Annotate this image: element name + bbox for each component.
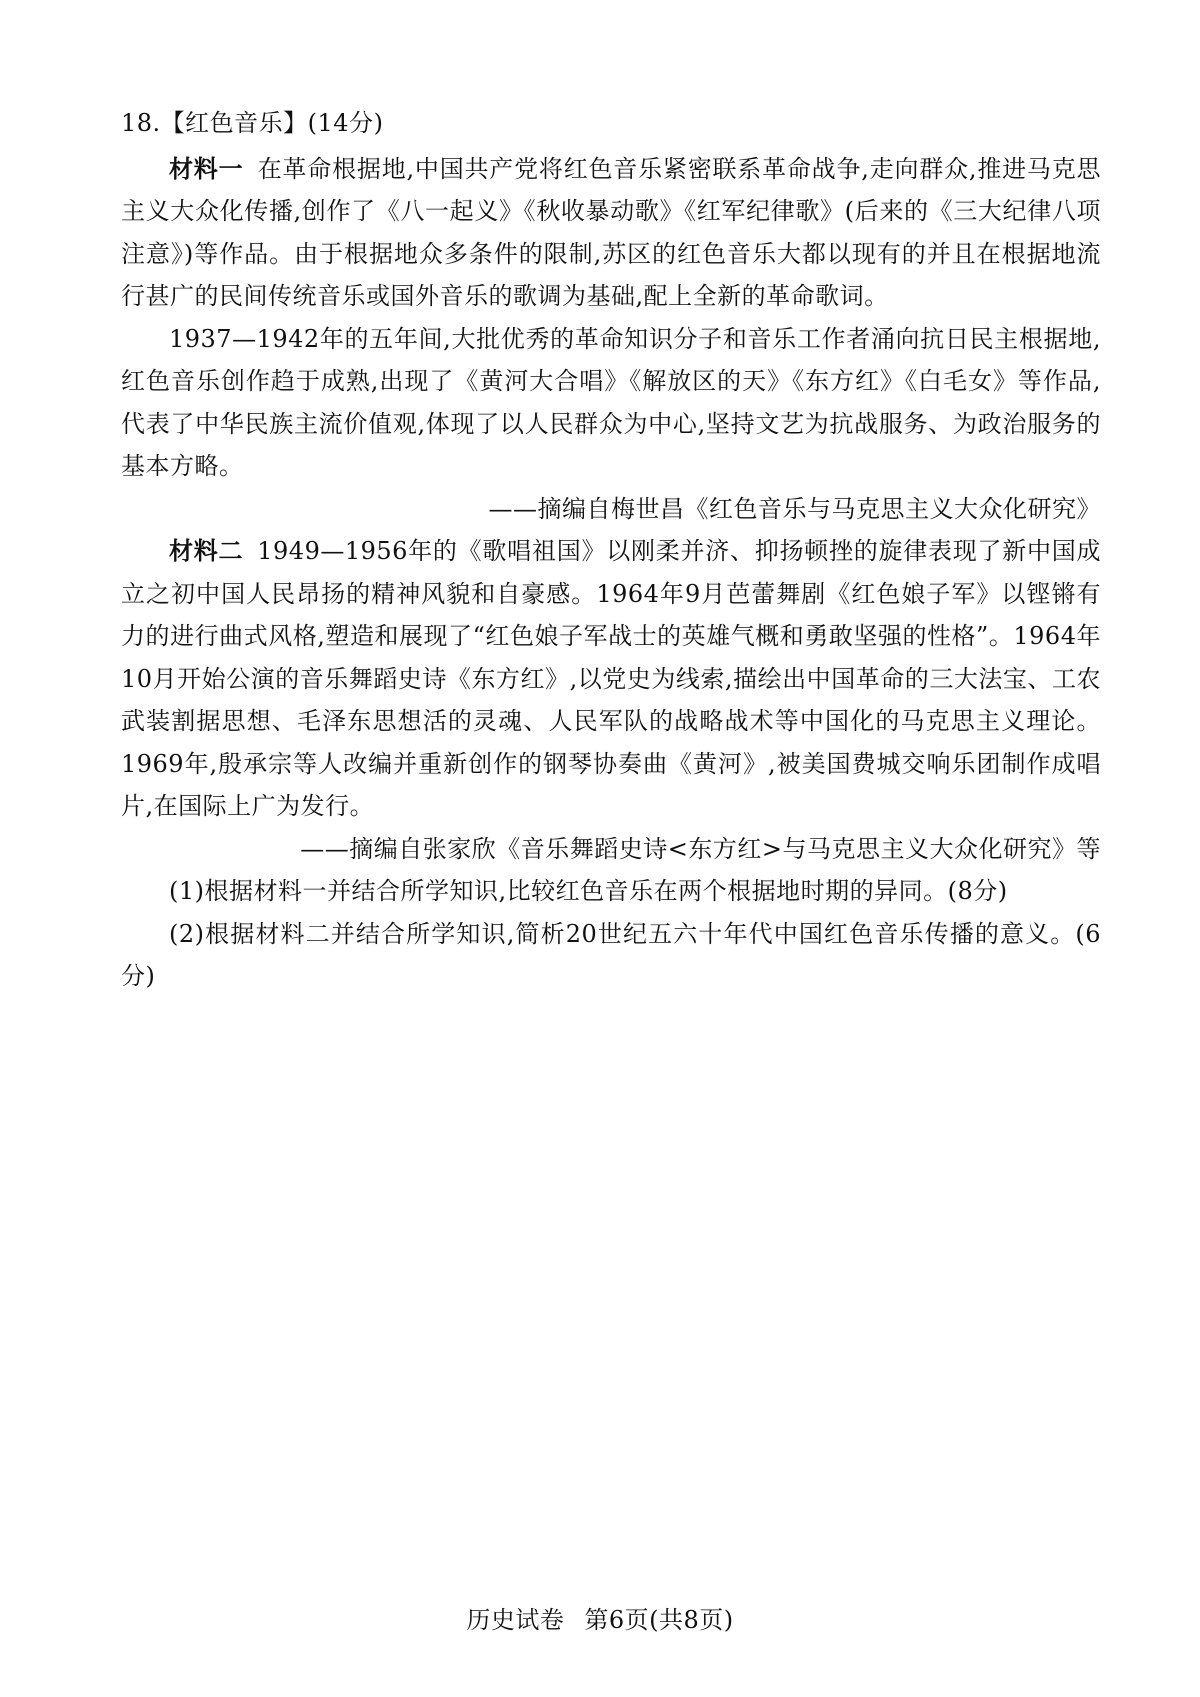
material-1-label: 材料一 <box>169 153 244 183</box>
material-2-label: 材料二 <box>169 536 244 565</box>
question-title: 18.【红色音乐】(14分) <box>121 109 384 137</box>
material-2-text: 1949—1956年的《歌唱祖国》以刚柔并济、抑扬顿挫的旋律表现了新中国成立之初中国人民昂扬的精神风貌和自豪感。1964年9月芭蕾舞剧《红色娘子军》以铿锵有力的进行曲式风格,塑造和展现了“红色娘子军战士的英雄气概和勇敢坚强的性格”。1964年10月开始公演的音乐舞蹈史诗《东方红》,以党史为线索,描绘出中国革命的三大法宝、工农武装割据思想、毛泽东思想活的灵魂、人民军队的战略战术等中国化的马克思主义理论。1969年,殷承宗等人改编并重新创作的钢琴协奏曲《黄河》,被美国费城交响乐团制作成唱片,在国际上广为发行。 <box>121 537 1102 820</box>
footer-page-number: 第6页(共8页) <box>584 1606 734 1634</box>
material-2-source: ——摘编自张家欣《音乐舞蹈史诗<东方红>与马克思主义大众化研究》等 <box>300 834 1101 863</box>
material-1-paragraph-2: 1937—1942年的五年间,大批优秀的革命知识分子和音乐工作者涌向抗日民主根据地,红色音乐创作趋于成熟,出现了《黄河大合唱》《解放区的天》《东方红》《白毛女》等作品,代表了中华民族主流价值观,体现了以人民群众为中心,坚持文艺为抗战服务、为政治服务的基本方略。 <box>121 324 1101 480</box>
sub-question-2: (2)根据材料二并结合所学知识,简析20世纪五六十年代中国红色音乐传播的意义。(6分) <box>121 919 1101 990</box>
question-block <box>121 102 1101 998</box>
page-footer <box>0 1600 1200 1635</box>
material-1-text-1: 在革命根据地,中国共产党将红色音乐紧密联系革命战争,走向群众,推进马克思主义大众化传播,创作了《八一起义》《秋收暴动歌》《红军纪律歌》(后来的《三大纪律八项注意》)等作品。由于根据地众多条件的限制,苏区的红色音乐大都以现有的并且在根据地流行甚广的民间传统音乐或国外音乐的歌调为基础,配上全新的革命歌词。 <box>121 154 1102 310</box>
material-2-paragraph <box>121 530 1101 828</box>
material-1-source: ——摘编自梅世昌《红色音乐与马克思主义大众化研究》 <box>488 494 1101 523</box>
sub-question-1: (1)根据材料一并结合所学知识,比较红色音乐在两个根据地时期的异同。(8分) <box>169 877 1008 905</box>
material-1-paragraph-1 <box>121 148 1101 318</box>
footer-subject: 历史试卷 <box>466 1606 565 1634</box>
